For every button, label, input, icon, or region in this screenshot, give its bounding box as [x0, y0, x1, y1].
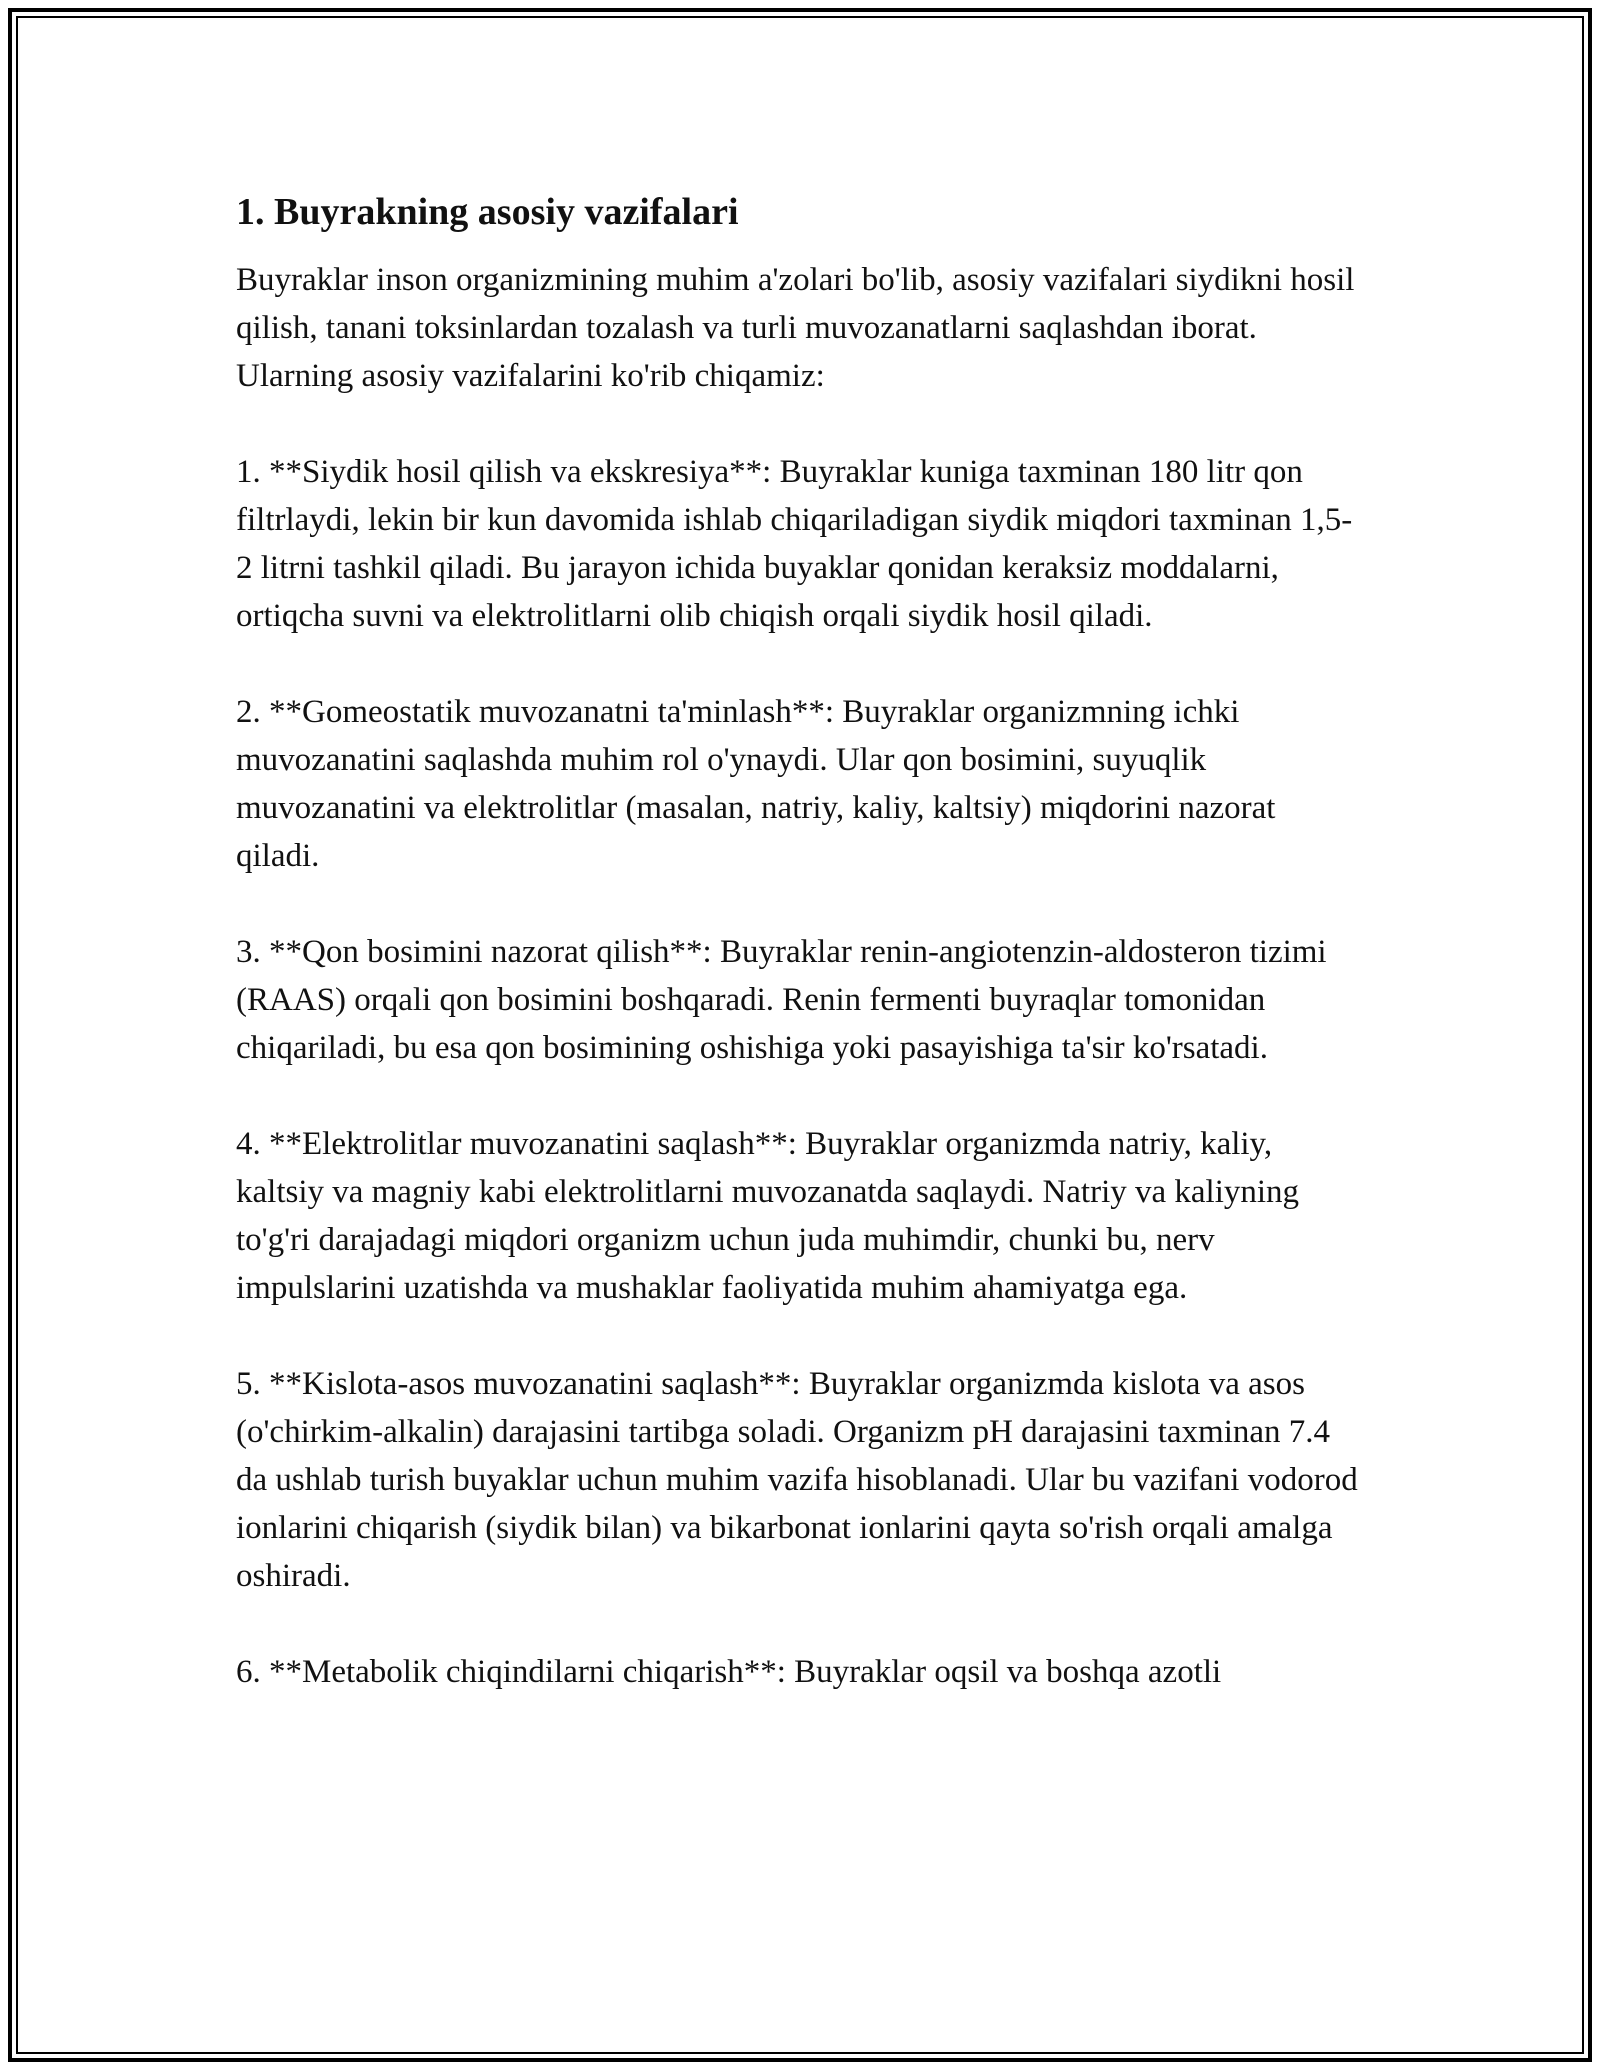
list-item-1: 1. **Siydik hosil qilish va ekskresiya**: Buyraklar kuniga taxminan 180 litr qon filtrlaydi, lekin bir kun davomida ishlab chiqariladigan siydik miqdori taxminan 1,5-2 litrni tashkil qiladi. Bu jarayon ichida buyaklar qonidan keraksiz moddalarni, ortiqcha suvni va elektrolitlarni olib chiqish orqali siydik hosil qiladi. — [236, 454, 1353, 634]
intro-paragraph: Buyraklar inson organizmining muhim a'zolari bo'lib, asosiy vazifalari siydikni hosil qilish, tanani toksinlardan tozalash va turli muvozanatlarni saqlashdan iborat. Ularning asosiy vazifalarini ko'rib chiqamiz: — [236, 262, 1355, 394]
list-item-5: 5. **Kislota-asos muvozanatini saqlash**: Buyraklar organizmda kislota va asos (o'chirkim-alkalin) darajasini tartibga soladi. Organizm pH darajasini taxminan 7.4 da ushlab turish buyaklar uchun muhim vazifa hisoblanadi. Ular bu vazifani vodorod ionlarini chiqarish (siydik bilan) va bikarbonat ionlarini qayta so'rish orqali amalga oshiradi. — [236, 1366, 1358, 1594]
list-item-6: 6. **Metabolik chiqindilarni chiqarish**: Buyraklar oqsil va boshqa azotli — [236, 1654, 1222, 1690]
section-heading: 1. Buyrakning asosiy vazifalari — [236, 191, 739, 233]
list-item-4: 4. **Elektrolitlar muvozanatini saqlash**: Buyraklar organizmda natriy, kaliy, kaltsiy va magniy kabi elektrolitlarni muvozanatda saqlaydi. Natriy va kaliyning to'g'ri darajadagi miqdori organizm uchun juda muhimdir, chunki bu, nerv impulslarini uzatishda va mushaklar faoliyatida muhim ahamiyatga ega. — [236, 1126, 1300, 1306]
document-body — [236, 186, 1366, 1744]
list-item-3: 3. **Qon bosimini nazorat qilish**: Buyraklar renin-angiotenzin-aldosteron tizimi (RAAS) orqali qon bosimini boshqaradi. Renin fermenti buyraqlar tomonidan chiqariladi, bu esa qon bosimining oshishiga yoki pasayishiga ta'sir ko'rsatadi. — [236, 934, 1327, 1066]
list-item-2: 2. **Gomeostatik muvozanatni ta'minlash**: Buyraklar organizmning ichki muvozanatini saqlashda muhim rol o'ynaydi. Ular qon bosimini, suyuqlik muvozanatini va elektrolitlar (masalan, natriy, kaliy, kaltsiy) miqdorini nazorat qiladi. — [236, 694, 1276, 874]
